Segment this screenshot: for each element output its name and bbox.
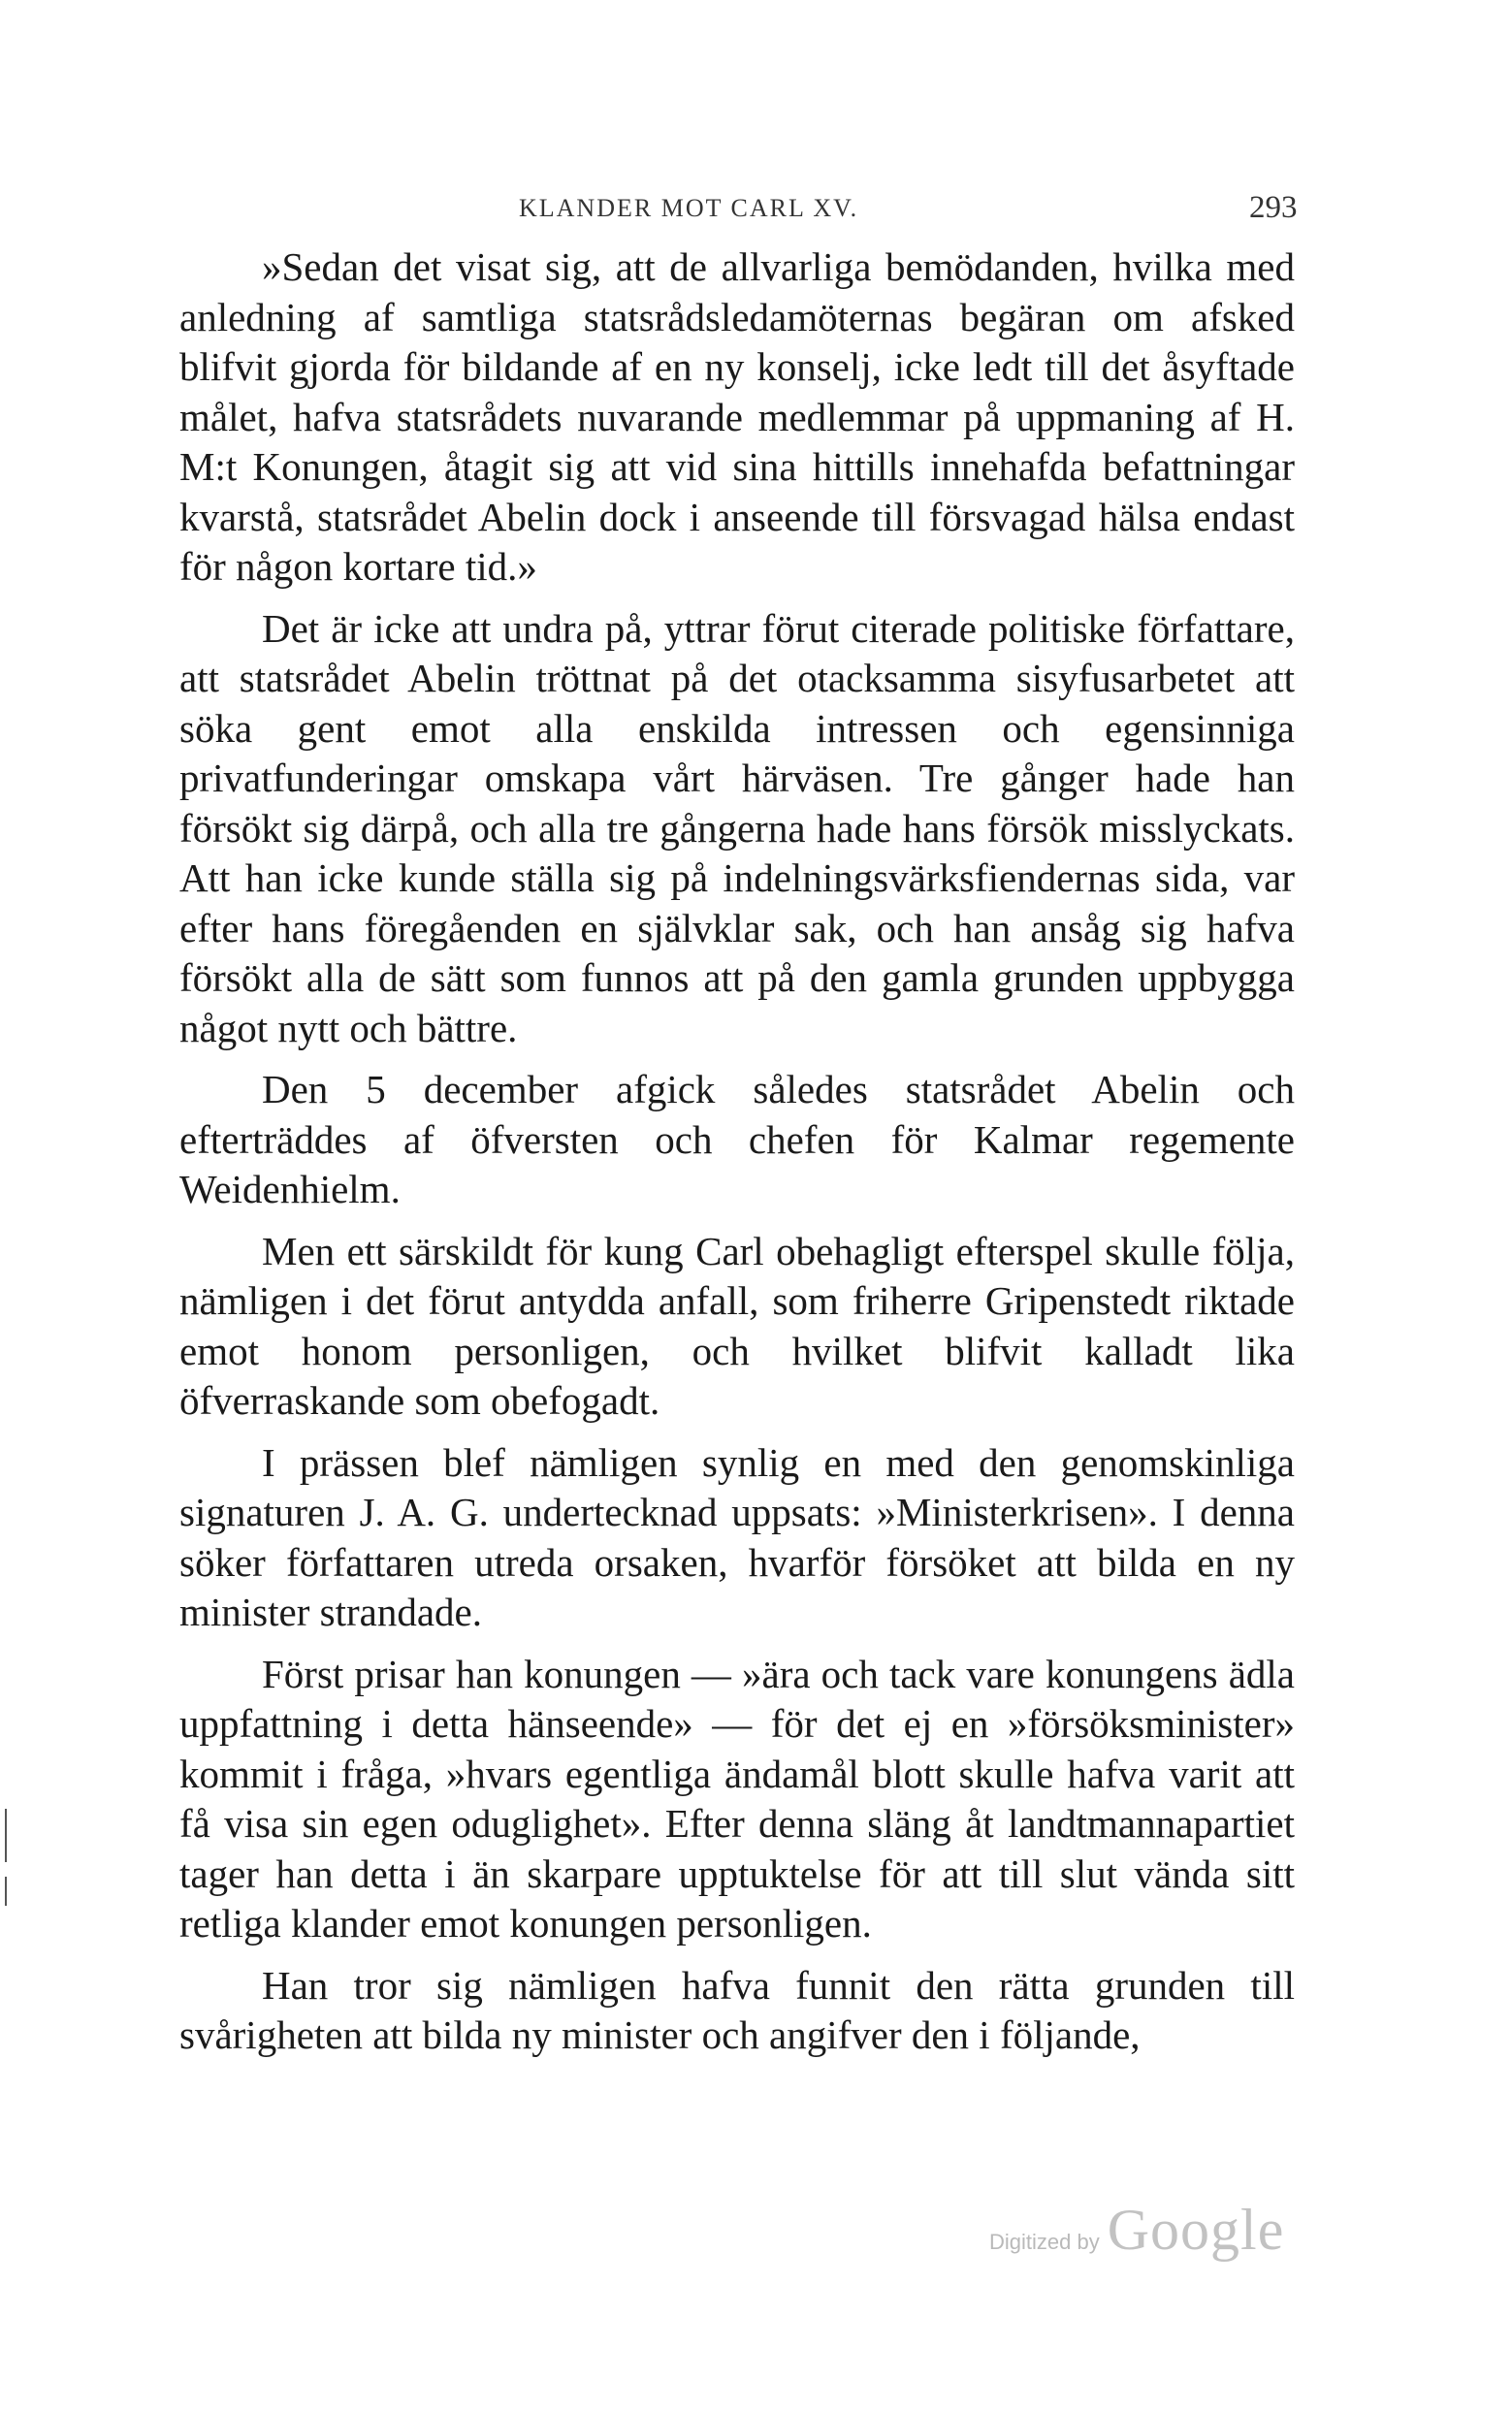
paragraph: I prässen blef nämligen synlig en med den genomskinliga signaturen J. A. G. undertecknad uppsats: »Ministerkrisen». I denna söker författaren utreda orsaken, hvarför försöket att bilda en ny minister strandade. [179,1439,1295,1634]
margin-mark [5,1809,7,1862]
google-logo: Google [1107,2198,1285,2262]
running-head: KLANDER MOT CARL XV. [519,194,859,222]
paragraph: Men ett särskildt för kung Carl obehagligt efterspel skulle följa, nämligen i det förut antydda anfall, som friherre Gripenstedt riktade emot honom personligen, och hvilket blifvit kalladt lika öfverraskande som obefogadt. [179,1228,1295,1423]
page-number: 293 [1249,190,1298,225]
digitized-label: Digitized by [989,2230,1100,2254]
paragraph: Det är icke att undra på, yttrar förut citerade politiske författare, att statsrådet Abelin tröttnat på det otacksamma sisyfusarbetet att söka gent emot alla enskilda intressen och egensinniga privatfunderingar omskapa vårt härväsen. Tre gånger hade han försökt sig därpå, och alla tre gångerna hade hans försök misslyckats. Att han icke kunde ställa sig på indelningsvärksfiendernas sida, var efter hans föregåenden en självklar sak, och han ansåg sig hafva försökt alla de sätt som funnos att på den gamla grunden uppbygga något nytt och bättre. [179,605,1295,1050]
margin-mark [5,1877,7,1906]
paragraph: Den 5 december afgick således statsrådet Abelin och efterträddes af öfversten och chefen för Kalmar regemente Weidenhielm. [179,1067,1295,1211]
paragraph-quote: »Sedan det visat sig, att de allvarliga bemödanden, hvilka med anledning af samtliga statsrådsledamöternas begäran om afsked blifvit gjorda för bildande af en ny konselj, icke ledt till det åsyftade målet, hafva statsrådets nuvarande medlemmar på uppmaning af H. M:t Konungen, åtagit sig att vid sina hittills innehafda befattningar kvarstå, statsrådet Abelin dock i anseende till försvagad hälsa endast för någon kortare tid.» [179,244,1295,589]
paragraph: Han tror sig nämligen hafva funnit den rätta grunden till svårigheten att bilda ny minister och angifver den i följande, [179,1962,1295,2057]
paragraph: Först prisar han konungen — »ära och tack vare konungens ädla uppfattning i detta hänseende» — för det ej en »försöksminister» kommit i fråga, »hvars egentliga ändamål blott skulle hafva varit att få visa sin egen oduglighet». Efter denna släng åt landtmannapartiet tager han detta i än skarpare upptuktelse för att till slut vända sitt retliga klander emot konungen personligen. [179,1651,1295,1946]
body-text [179,242,1295,2061]
digitized-watermark [989,2197,1284,2264]
